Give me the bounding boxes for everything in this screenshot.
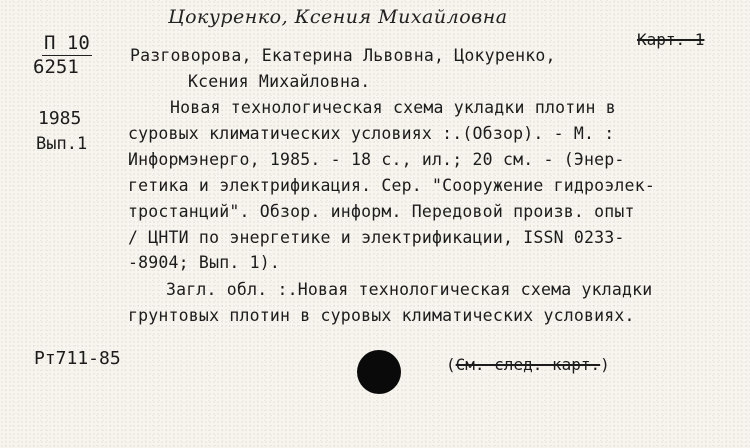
- punch-hole: [357, 350, 401, 394]
- see-next-card-note: [446, 355, 610, 374]
- entry-line: тростанций". Обзор. информ. Передовой произв. опыт: [128, 202, 635, 221]
- entry-line: Ксения Михайловна.: [188, 72, 371, 91]
- entry-line: гетика и электрификация. Сер. "Сооружение гидроэлек-: [128, 176, 655, 195]
- entry-line: -8904; Вып. 1).: [128, 253, 281, 272]
- shelf-mark-bottom: 6251: [33, 56, 79, 78]
- publication-year: 1985: [38, 108, 82, 129]
- shelf-code: Рт711-85: [34, 348, 121, 369]
- entry-line: Разговорова, Екатерина Львовна, Цокуренко,: [130, 46, 556, 65]
- shelf-mark-top: П 10: [44, 32, 90, 54]
- see-next-open-paren: (: [446, 355, 456, 374]
- see-next-close-paren: ): [600, 355, 610, 374]
- entry-line: грунтовых плотин в суровых климатических условиях.: [128, 306, 635, 325]
- entry-line: Загл. обл. :.Новая технологическая схема укладки: [166, 280, 653, 299]
- handwritten-heading: Цокуренко, Ксения Михайловна: [168, 6, 508, 28]
- issue-number: Вып.1: [36, 134, 88, 154]
- entry-line: Новая технологическая схема укладки плотин в: [170, 98, 616, 117]
- entry-line: суровых климатических условиях :.(Обзор). - М. :: [128, 124, 615, 143]
- entry-line: / ЦНТИ по энергетике и электрификации, ISSN 0233-: [128, 228, 625, 247]
- see-next-struck-text: См. след. карт.: [455, 355, 601, 374]
- card-number-struck: Карт. 1: [637, 30, 705, 49]
- entry-line: Информэнерго, 1985. - 18 с., ил.; 20 см. - (Энер-: [128, 150, 625, 169]
